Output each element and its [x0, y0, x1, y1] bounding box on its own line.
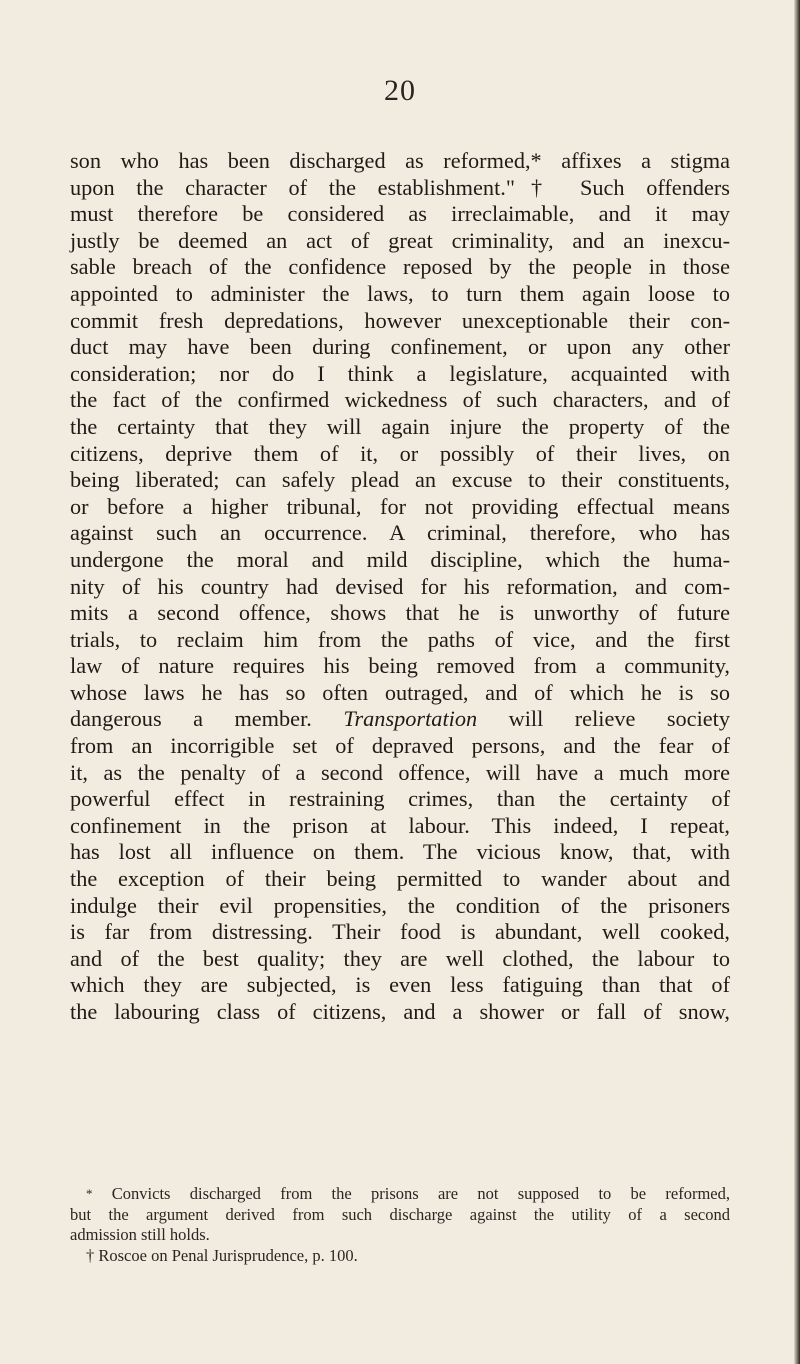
text-line-with-italic — [70, 706, 730, 733]
text-line: whose laws he has so often outraged, and of which he is so — [70, 679, 730, 705]
text-line: confinement in the prison at labour. This indeed, I repeat, — [70, 812, 730, 838]
text-line: is far from distressing. Their food is abundant, well cooked, — [70, 919, 730, 945]
text-line: against such an occurrence. A criminal, therefore, who has — [70, 520, 730, 546]
text-line: powerful effect in restraining crimes, than the certainty of — [70, 786, 730, 812]
text-line: and of the best quality; they are well clothed, the labour to — [70, 945, 730, 971]
text-line: mits a second offence, shows that he is unworthy of future — [70, 600, 730, 626]
text-line: the labouring class of citizens, and a shower or fall of snow, — [70, 999, 730, 1024]
text-line: indulge their evil propensities, the condition of the prisoners — [70, 892, 730, 918]
footnote-star-line: admission still holds. — [70, 1225, 210, 1244]
text-line: nity of his country had devised for his reformation, and com- — [70, 573, 730, 599]
text-line: undergone the moral and mild discipline, which the huma- — [70, 546, 730, 572]
text-line: justly be deemed an act of great criminality, and an inexcu- — [70, 227, 730, 253]
footnote-star-line — [70, 1184, 730, 1205]
italic-term: Transportation — [343, 706, 478, 732]
footnote-star-mark: * — [86, 1186, 93, 1201]
text-line: sable breach of the confidence reposed by the people in those — [70, 254, 730, 280]
footnote-dagger-line — [70, 1246, 730, 1267]
text-line: being liberated; can safely plead an excuse to their constituents, — [70, 467, 730, 493]
text-line: the fact of the confirmed wickedness of such characters, and of — [70, 387, 730, 413]
text-line: law of nature requires his being removed from a community, — [70, 653, 730, 679]
page-edge — [794, 0, 800, 1364]
text-line: from an incorrigible set of depraved persons, and the fear of — [70, 733, 730, 759]
footnote-star-line: but the argument derived from such discharge against the utility of a second — [70, 1204, 730, 1224]
text-line: or before a higher tribunal, for not providing effectual means — [70, 493, 730, 519]
text-line: the certainty that they will again injure the property of the — [70, 413, 730, 439]
text-line: must therefore be considered as irreclaimable, and it may — [70, 201, 730, 227]
page-number: 20 — [384, 74, 416, 107]
text-segment: dangerous a member. — [70, 706, 344, 732]
text-line: which they are subjected, is even less fatiguing than that of — [70, 972, 730, 998]
text-segment: will relieve society — [477, 706, 731, 732]
text-line: upon the character of the establishment."† Such offenders — [70, 174, 730, 200]
text-line: trials, to reclaim him from the paths of vice, and the first — [70, 626, 730, 652]
footnote-star-text: Convicts discharged from the prisons are not supposed to be reformed, — [111, 1184, 731, 1203]
text-line: citizens, deprive them of it, or possibly of their lives, on — [70, 440, 730, 466]
text-line: consideration; nor do I think a legislature, acquainted with — [70, 360, 730, 386]
text-line: the exception of their being permitted to wander about and — [70, 866, 730, 892]
text-line: has lost all influence on them. The vicious know, that, with — [70, 839, 730, 865]
footnote-dagger-mark: † — [86, 1245, 95, 1265]
footnotes — [70, 1184, 730, 1266]
text-line: duct may have been during confinement, or upon any other — [70, 334, 730, 360]
footnote-dagger-text: Roscoe on Penal Jurisprudence, p. 100. — [98, 1245, 358, 1265]
text-line: commit fresh depredations, however unexceptionable their con- — [70, 307, 730, 333]
text-line: son who has been discharged as reformed,* affixes a stigma — [70, 148, 730, 173]
text-line: it, as the penalty of a second offence, will have a much more — [70, 759, 730, 785]
body-text — [70, 148, 730, 1026]
text-line: appointed to administer the laws, to turn them again loose to — [70, 280, 730, 306]
